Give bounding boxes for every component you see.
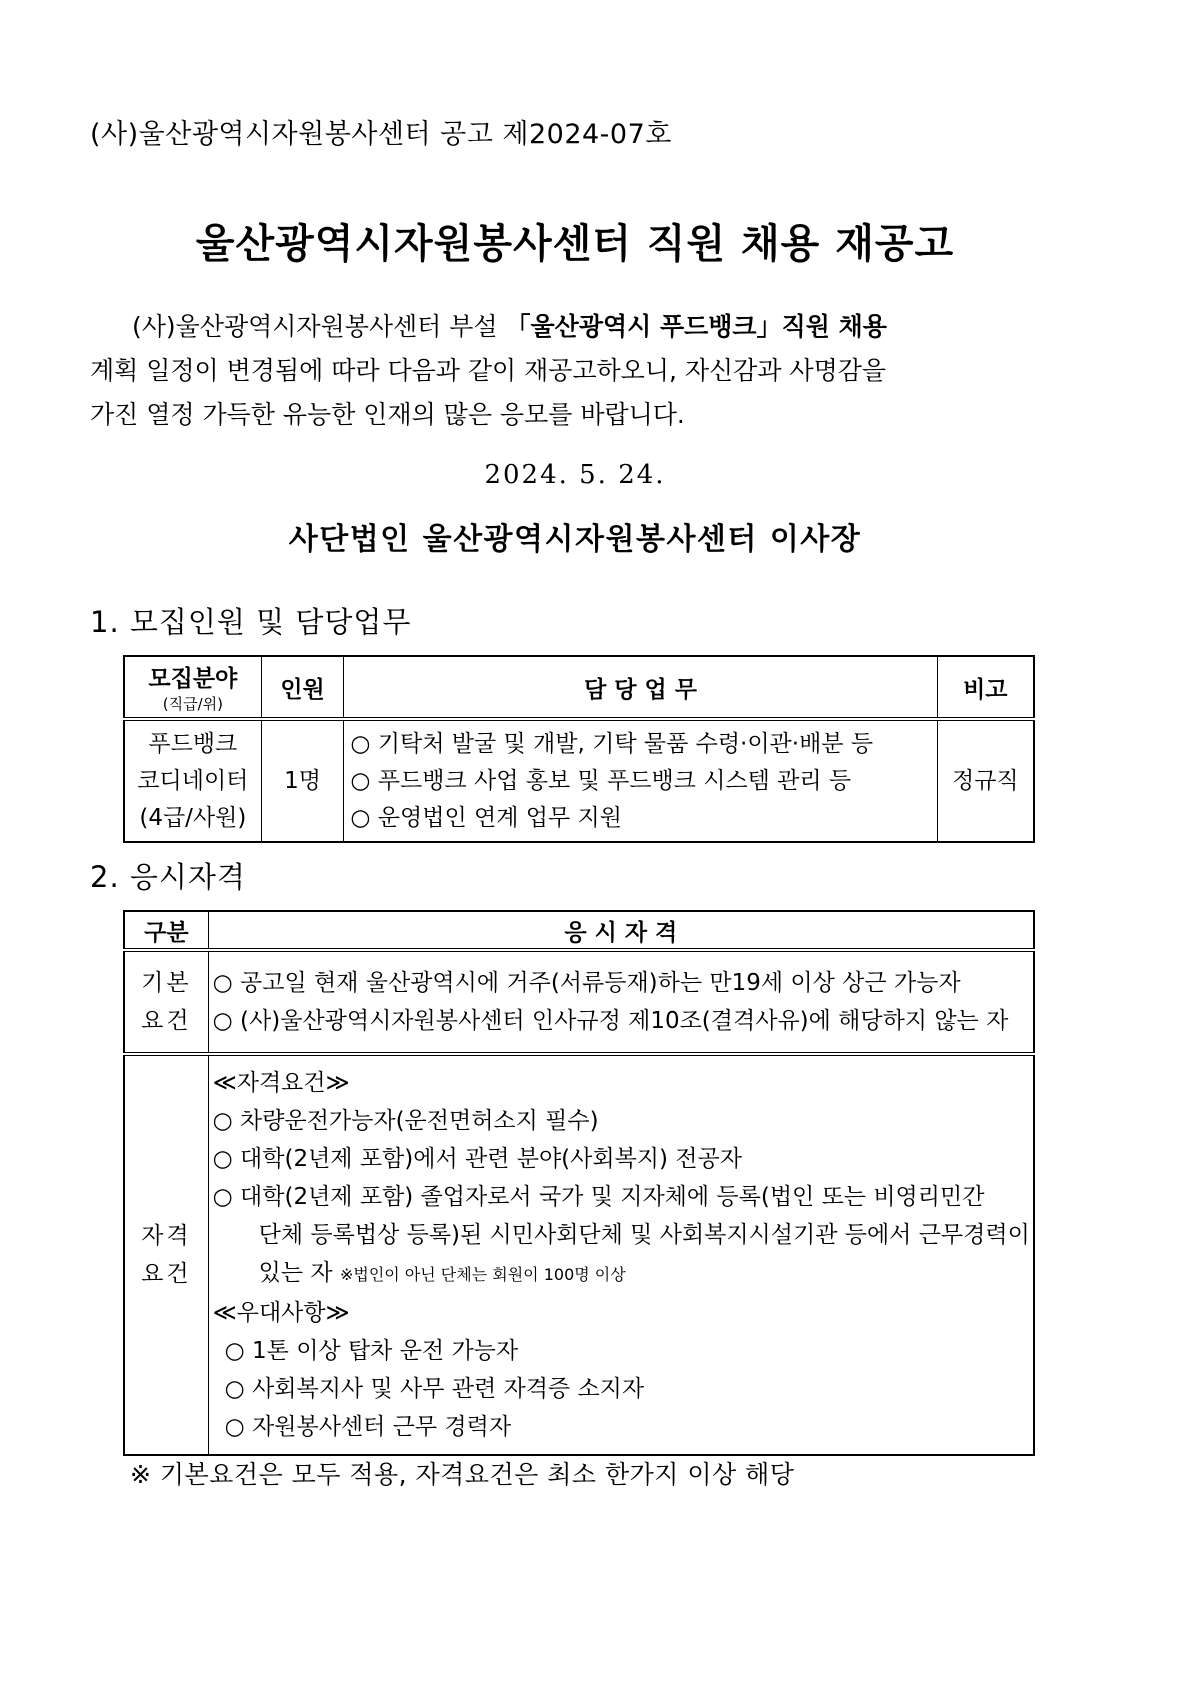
signer: 사단법인 울산광역시자원봉사센터 이사장	[288, 522, 862, 557]
list-item: ○ (사)울산광역시자원봉사센터 인사규정 제10조(결격사유)에 해당하지 않는 자	[212, 1008, 1009, 1034]
notice-date: 2024. 5. 24.	[484, 460, 666, 490]
header-qualification: 응 시 자 격	[208, 911, 1034, 950]
list-item: ○ 1톤 이상 탑차 운전 가능자	[224, 1338, 519, 1364]
table-row	[124, 950, 1034, 1054]
intro-line-1-prefix: (사)울산광역시자원봉사센터 부설	[132, 312, 506, 341]
count-cell: 1명	[261, 719, 344, 842]
duty-item: ○ 기탁처 발굴 및 개발, 기탁 물품 수령·이관·배분 등	[350, 730, 874, 757]
header-field-sub: (직급/위)	[162, 695, 223, 713]
note-cell: 정규직	[937, 719, 1034, 842]
header-field: 모집분야 (직급/위)	[124, 656, 261, 719]
requirements-title: ≪자격요건≫	[212, 1070, 350, 1096]
qualify-content	[208, 1054, 1034, 1455]
label-line: 기본	[141, 970, 192, 996]
list-item: ○ 공고일 현재 울산광역시에 거주(서류등재)하는 만19세 이상 상근 가능자	[212, 970, 961, 996]
intro-line-2: 계획 일정이 변경됨에 따라 다음과 같이 재공고하오니, 자신감과 사명감을	[90, 356, 887, 385]
document-title: 울산광역시자원봉사센터 직원 채용 재공고	[195, 221, 955, 267]
table-row	[124, 1054, 1034, 1455]
section-2-heading: 2. 응시자격	[90, 860, 246, 894]
field-line: (4급/사원)	[139, 804, 247, 831]
header-note: 비고	[937, 656, 1034, 719]
header-count: 인원	[261, 656, 344, 719]
list-item: ○ 차량운전가능자(운전면허소지 필수)	[212, 1108, 599, 1134]
list-item-continued: 단체 등록법상 등록)된 시민사회단체 및 사회복지시설기관 등에서 근무경력이	[258, 1222, 1030, 1248]
list-item: ○ 대학(2년제 포함)에서 관련 분야(사회복지) 전공자	[212, 1146, 742, 1172]
field-line: 코디네이터	[137, 767, 249, 794]
list-item-continued	[213, 1254, 1033, 1294]
notice-number: (사)울산광역시자원봉사센터 공고 제2024-07호	[90, 119, 672, 150]
list-item: ○ 사회복지사 및 사무 관련 자격증 소지자	[224, 1376, 645, 1402]
duty-item: ○ 운영법인 연계 업무 지원	[350, 804, 622, 831]
footnote: ※ 기본요건은 모두 적용, 자격요건은 최소 한가지 이상 해당	[130, 1460, 795, 1489]
qualify-label	[124, 1054, 208, 1455]
header-duties: 담 당 업 무	[344, 656, 937, 719]
basic-label	[124, 950, 208, 1054]
header-category: 구분	[124, 911, 208, 950]
list-item: ○ 대학(2년제 포함) 졸업자로서 국가 및 지자체에 등록(법인 또는 비영리민간	[212, 1184, 985, 1210]
list-item: ○ 자원봉사센터 근무 경력자	[224, 1414, 512, 1440]
duty-item: ○ 푸드뱅크 사업 홍보 및 푸드뱅크 시스템 관리 등	[350, 767, 852, 794]
section-1-heading: 1. 모집인원 및 담당업무	[90, 605, 412, 639]
intro-paragraph	[90, 305, 1092, 437]
preference-title: ≪우대사항≫	[212, 1300, 350, 1326]
qualification-table-header	[124, 911, 1034, 950]
intro-line-1-bold: 「울산광역시 푸드뱅크」직원 채용	[505, 312, 887, 341]
field-cell	[124, 719, 261, 842]
label-line: 자격	[141, 1223, 192, 1249]
recruitment-table-header	[124, 656, 1034, 719]
intro-line-3: 가진 열정 가득한 유능한 인재의 많은 응모를 바랍니다.	[90, 400, 685, 429]
field-line: 푸드뱅크	[148, 730, 238, 757]
table-row	[124, 719, 1034, 842]
recruitment-table	[123, 655, 1035, 843]
list-item-note: ※법인이 아닌 단체는 회원이 100명 이상	[339, 1265, 626, 1284]
intro-line-1	[90, 305, 1092, 349]
label-line: 요건	[141, 1008, 192, 1034]
basic-content	[208, 950, 1034, 1054]
duties-cell	[344, 719, 937, 842]
qualification-table	[123, 910, 1035, 1456]
label-line: 요건	[141, 1261, 192, 1287]
list-item-text: 있는 자	[258, 1260, 340, 1286]
